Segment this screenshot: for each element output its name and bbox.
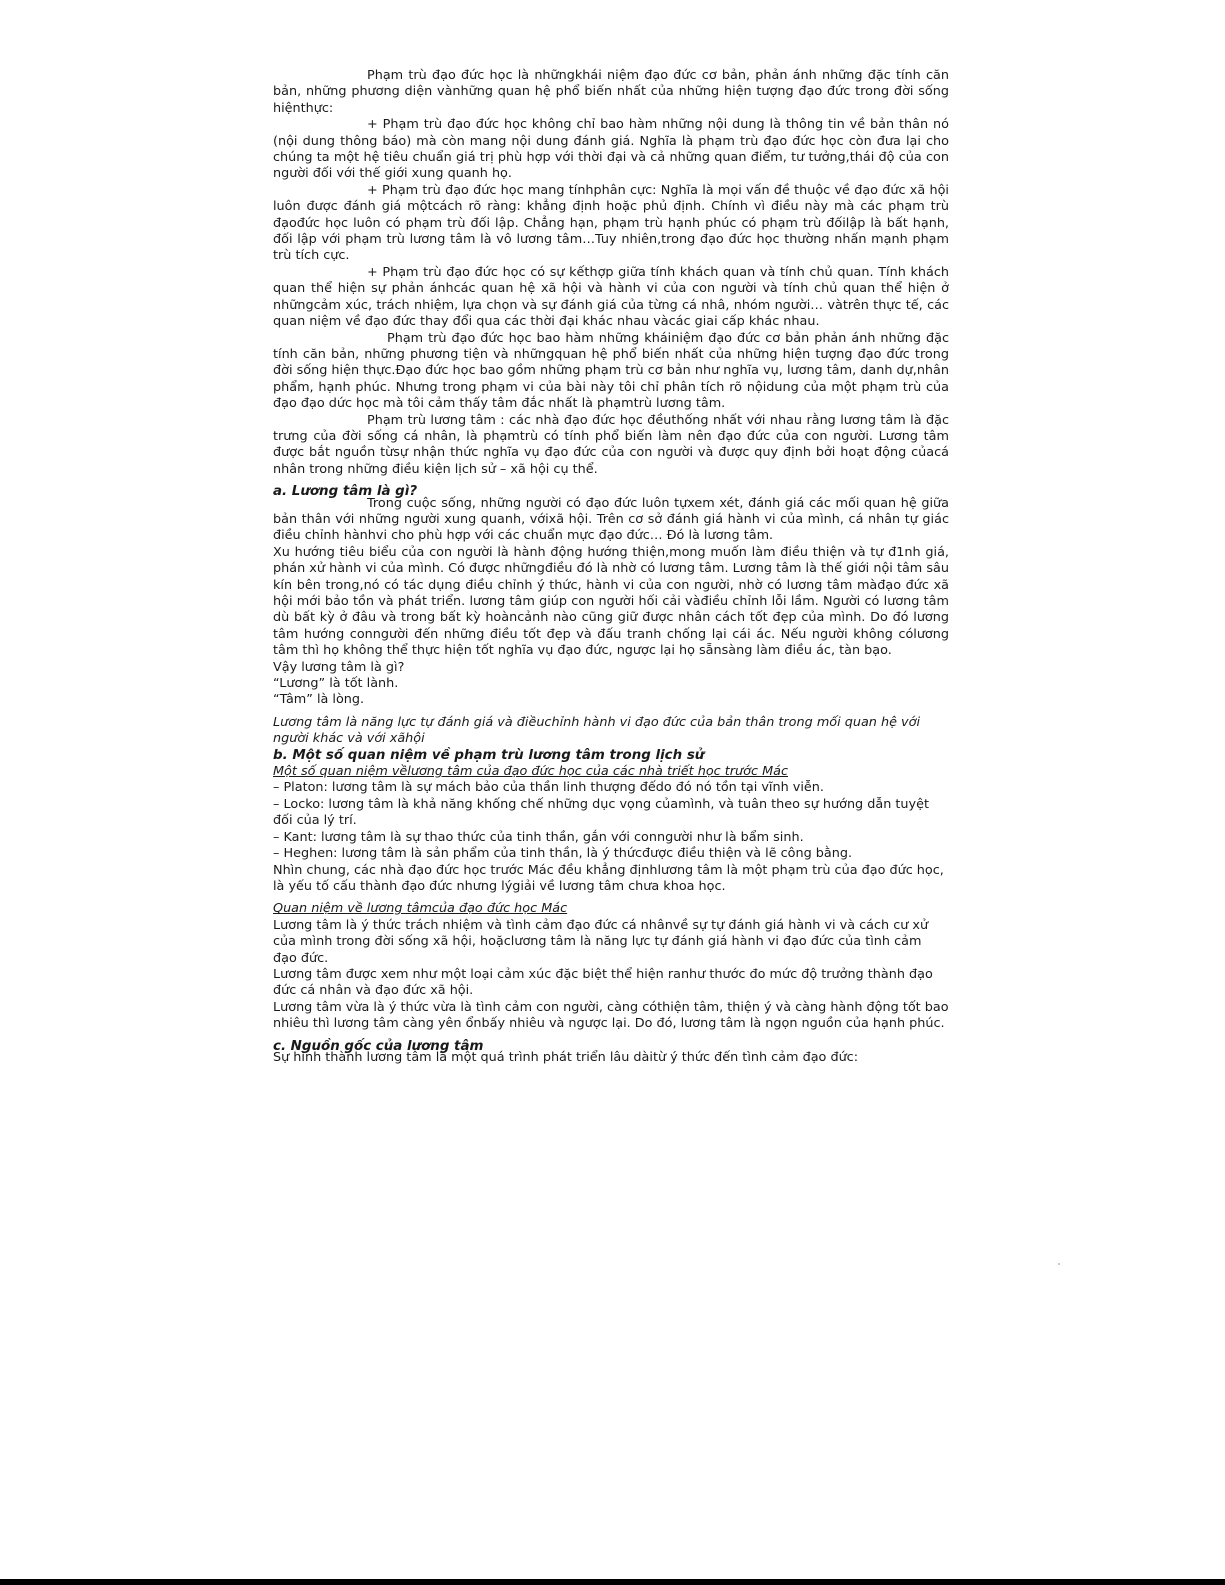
paragraph-point-3: + Phạm trù đạo đức học có sự kếthợp giữa tính khách quan và tính chủ quan. Tính khách quan thể hiện sự phản ánhcác quan hệ xã hội và hành vi của con người và tính chủ quan thể hiện ở nhữngcảm xúc, trách nhiệm, lựa chọn và sự đánh giá của từng cá nhâ, nhóm người… vàtrên thực tế, các quan niệm về đạo đức thay đổi qua các thời đại khác nhau vàcác giai cấp khác nhau. [273,264,949,330]
paragraph-c-1: Sự hình thành lương tâm là một quá trình phát triển lâu dàitừ ý thức đến tình cảm đạo đức: [273,1049,859,1065]
paragraph-marx-3: Lương tâm vừa là ý thức vừa là tình cảm con người, càng cóthiện tâm, thiện ý và càng hành động tốt bao nhiêu thì lương tâm càng yên ổnbấy nhiêu và ngược lại. Do đó, lương tâm là ngọn nguồn của hạnh phúc. [273,999,949,1032]
definition-tam: “Tâm” là lòng. [273,692,365,708]
paragraph-a-2: Xu hướng tiêu biểu của con người là hành động hướng thiện,mong muốn làm điều thiện và tự đ1nh giá, phán xử hành vi của mình. Có được nhữngđiều đó là nhờ có lương tâm. Lương tâm là thế giới nội tâm sâu kín bên trong,nó có tác dụng điều chỉnh ý thức, hành vi của con người, nhờ có lương tâm màđạo đức xã hội mới bảo tồn và phát triển. lương tâm giúp con người hối cải vàđiều chỉnh lỗi lầm. Người có lương tâm dù bất kỳ ở đâu và trong bất kỳ hoàncảnh nào cũng giữ được nhân cách tốt đẹp của mình. Do đó lương tâm hướng conngười đến những điều tốt đẹp và đấu tranh chống lại cái ác. Nếu người không cólương tâm thì họ không thể thực hiện tốt nghĩa vụ đạo đức, ngược lại họ sẵnsàng làm điều ác, tàn bạo. [273,544,949,659]
paragraph-marx-1: Lương tâm là ý thức trách nhiệm và tình cảm đạo đức cá nhânvề sự tự đánh giá hành vi và cách cư xử của mình trong đời sống xã hội, hoặclương tâm là năng lực tự đánh giá hành vi đạo đức của tình cảm đạo đức. [273,917,929,966]
bottom-border [0,1579,1225,1585]
view-platon: – Platon: lương tâm là sự mách bảo của thần linh thượng đếdo đó nó tồn tại vĩnh viễn. [273,780,824,796]
summary-pre-marx: Nhìn chung, các nhà đạo đức học trước Mác đều khẳng địnhlương tâm là một phạm trù của đạo đức học, là yếu tố cấu thành đạo đức nhưng lýgiải về lương tâm chưa khoa học. [273,862,944,894]
subheading-marx: Quan niệm về lương tâmcủa đạo đức học Mác [273,901,568,917]
heading-c: c. Nguồn gốc của lương tâm [273,1038,484,1054]
paragraph-categories: Phạm trù đạo đức học bao hàm những kháiniệm đạo đức cơ bản phản ánh những đặc tính căn bản, những phương tiện và nhữngquan hệ phổ biến nhất của những hiện tượng đạo đức trong đời sống hiện thực.Đạo đức học bao gồm những phạm trù cơ bản như nghĩa vụ, lương tâm, danh dự,nhân phẩm, hạnh phúc. Nhưng trong phạm vi của bài này tôi chỉ phân tích rõ nộidung của một phạm trù của đạo đạo dức học mà tôi cảm thấy tâm đắc nhất là phạmtrù lương tâm. [273,330,949,412]
paragraph-marx-2: Lương tâm được xem như một loại cảm xúc đặc biệt thể hiện ranhư thước đo mức độ trưởng thành đạo đức cá nhân và đạo đức xã hội. [273,966,933,999]
paragraph-a-1: Trong cuộc sống, những người có đạo đức luôn tựxem xét, đánh giá các mối quan hệ giữa bản thân với những người xung quanh, vớixã hội. Trên cơ sở đánh giá hành vi của mình, cá nhân tự giác điều chỉnh hànhvi cho phù hợp với các chuẩn mực đạo đức… Đó là lương tâm. [273,495,949,544]
view-kant: – Kant: lương tâm là sự thao thức của tinh thần, gắn với conngười như là bẩm sinh. [273,829,804,845]
question-line: Vậy lương tâm là gì? [273,659,405,675]
subheading-pre-marx: Một số quan niệm vềlương tâm của đạo đức học của các nhà triết học trước Mác [273,764,789,780]
definition-conscience: Lương tâm là năng lực tự đánh giá và điềuchỉnh hành vi đạo đức của bản thân trong mối quan hệ với người khác và với xãhội [273,714,920,747]
definition-luong: “Lương” là tốt lành. [273,676,399,692]
paragraph-point-1: + Phạm trù đạo đức học không chỉ bao hàm những nội dung là thông tin về bản thân nó (nội dung thông báo) mà còn mang nội dung đánh giá. Nghĩa là phạm trù đạo đức học còn đưa lại cho chúng ta một hệ tiêu chuẩn giá trị phù hợp với thời đại và cả những quan điểm, tư tưởng,thái độ của con người đối với thế giới xung quanh họ. [273,117,949,182]
paragraph-point-2: + Phạm trù đạo đức học mang tínhphân cực: Nghĩa là mọi vấn đề thuộc về đạo đức xã hội luôn được đánh giá mộtcách rõ ràng: khẳng định hoặc phủ định. Chính vì điều này mà các phạm trù đạođức học luôn có phạm trù đối lập. Chẳng hạn, phạm trù hạnh phúc có phạm trù đốilập là bất hạnh, đối lập với phạm trù lương tâm là vô lương tâm…Tuy nhiên,trong đạo đức học thường nhấn mạnh phạm trù tích cực. [273,182,949,264]
paragraph-intro: Phạm trù đạo đức học là nhữngkhái niệm đạo đức cơ bản, phản ánh những đặc tính căn bản, những phương diện vànhững quan hệ phổ biến nhất của những hiện tượng đạo đức trong đời sống hiệnthực: [273,68,949,116]
paragraph-conscience-category: Phạm trù lương tâm : các nhà đạo đức học đềuthống nhất với nhau rằng lương tâm là đặc trưng của đời sống cá nhân, là phạmtrù có tính phổ biến làm nên đạo đức của con người. Lương tâm được bắt nguồn từsự nhận thức nghĩa vụ đạo đức của con người và được quy định bởi hoạt động củacá nhân trong những điều kiện lịch sử – xã hội cụ thể. [273,412,949,477]
view-heghen: – Heghen: lương tâm là sản phẩm của tinh thần, là ý thứcđược điều thiện và lẽ công bằng. [273,846,853,862]
scan-speck [1058,1263,1060,1265]
document-page [273,68,949,1066]
heading-b: b. Một số quan niệm về phạm trù lương tâm trong lịch sử [273,747,705,763]
view-locko: – Locko: lương tâm là khả năng khống chế những dục vọng củamình, và tuân theo sự hướng dẫn tuyệt đối của lý trí. [273,796,929,829]
heading-a: a. Lương tâm là gì? [273,484,418,500]
